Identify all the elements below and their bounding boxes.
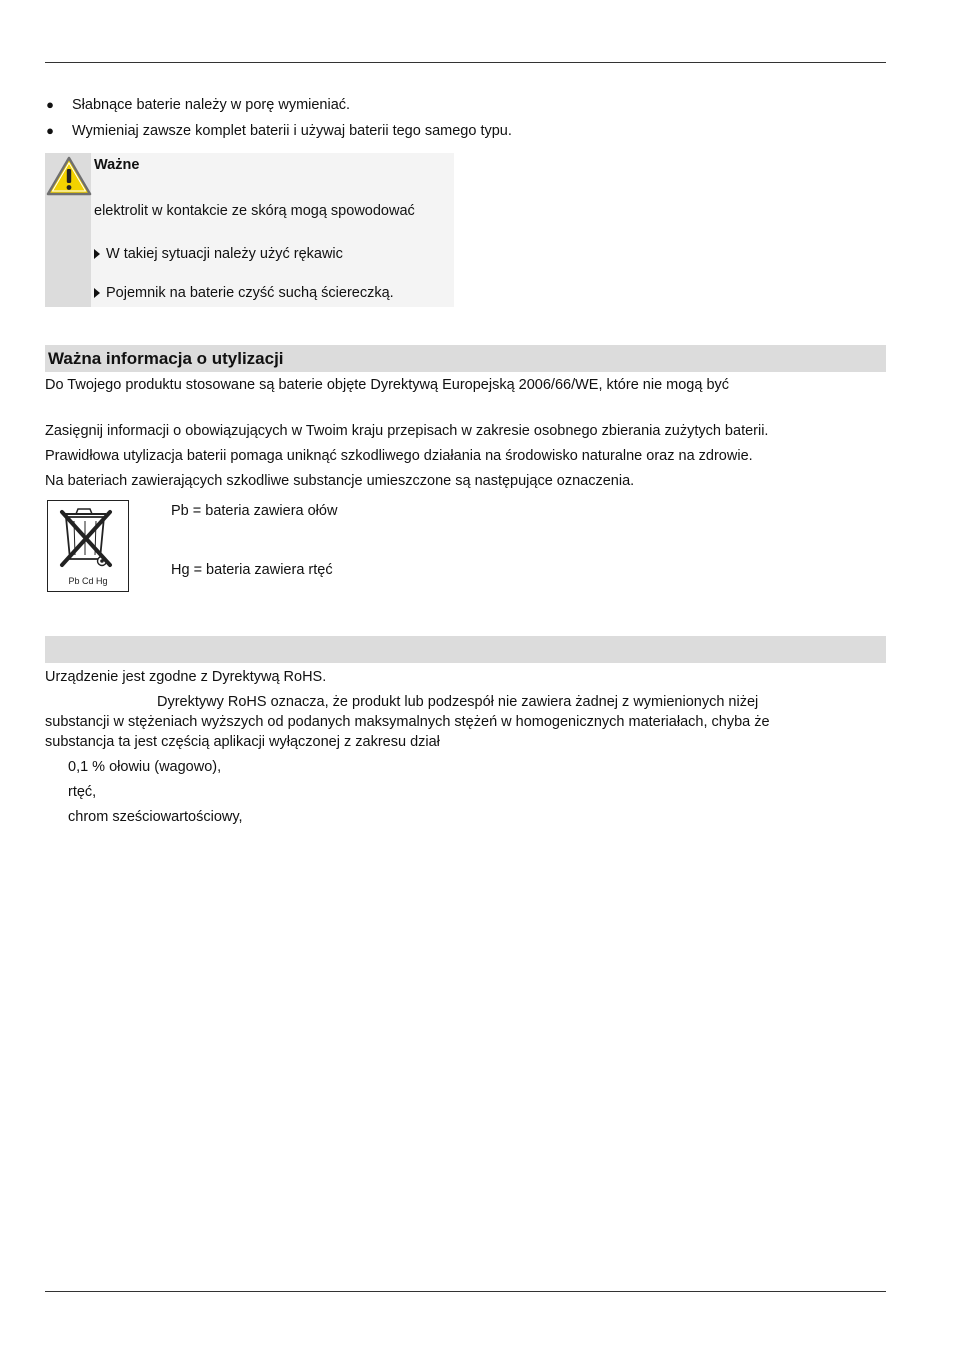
- list-item: chrom sześciowartościowy,: [68, 809, 243, 825]
- important-notice-box: [45, 153, 454, 307]
- warning-triangle-icon: [46, 155, 92, 197]
- footer-rule: [45, 1291, 886, 1292]
- bullet-icon: ●: [46, 97, 54, 112]
- notice-title: Ważne: [94, 157, 140, 173]
- notice-step-text: Pojemnik na baterie czyść suchą ściereczką.: [106, 285, 394, 301]
- bullet-icon: ●: [46, 123, 54, 138]
- list-item-text: Słabnące baterie należy w porę wymieniać.: [72, 97, 351, 113]
- list-item-text: Wymieniaj zawsze komplet baterii i używaj baterii tego samego typu.: [72, 123, 512, 139]
- disposal-paragraph: Zasięgnij informacji o obowiązujących w Twoim kraju przepisach w zakresie osobnego zbierania zużytych baterii.: [45, 423, 769, 439]
- disposal-section-header: [45, 345, 886, 372]
- mercury-marking-text: Hg = bateria zawiera rtęć: [171, 562, 333, 578]
- arrow-right-icon: [94, 288, 100, 298]
- battery-disposal-symbol: [47, 500, 129, 592]
- battery-tips-list: [45, 96, 886, 148]
- notice-step: [92, 285, 394, 301]
- list-item: rtęć,: [68, 784, 97, 800]
- rohs-paragraph: Urządzenie jest zgodne z Dyrektywą RoHS.: [45, 669, 327, 685]
- notice-text: elektrolit w kontakcie ze skórą mogą spowodować: [94, 203, 415, 219]
- crossed-out-wheelie-bin-icon: [48, 501, 128, 577]
- rohs-paragraph: substancja ta jest częścią aplikacji wyłączonej z zakresu dział: [45, 734, 440, 750]
- disposal-paragraph: Na bateriach zawierających szkodliwe substancje umieszczone są następujące oznaczenia.: [45, 473, 635, 489]
- rohs-section-header: [45, 636, 886, 663]
- section-heading: Ważna informacja o utylizacji: [48, 349, 284, 368]
- rohs-paragraph: substancji w stężeniach wyższych od podanych maksymalnych stężeń w homogenicznych materiałach, chyba że: [45, 714, 770, 730]
- rohs-paragraph: Dyrektywy RoHS oznacza, że produkt lub podzespół nie zawiera żadnej z wymienionych niżej: [157, 694, 759, 710]
- list-item: [45, 96, 886, 122]
- lead-marking-text: Pb = bateria zawiera ołów: [171, 503, 338, 519]
- notice-step: [92, 246, 343, 262]
- list-item: [45, 122, 886, 148]
- disposal-paragraph: Do Twojego produktu stosowane są baterie objęte Dyrektywą Europejską 2006/66/WE, które nie mogą być: [45, 377, 730, 393]
- disposal-paragraph: Prawidłowa utylizacja baterii pomaga uniknąć szkodliwego działania na środowisko naturalne oraz na zdrowie.: [45, 448, 753, 464]
- bin-symbol-label: Pb Cd Hg: [68, 576, 108, 586]
- header-rule: [45, 62, 886, 63]
- notice-step-text: W takiej sytuacji należy użyć rękawic: [106, 246, 343, 262]
- arrow-right-icon: [94, 249, 100, 259]
- list-item: 0,1 % ołowiu (wagowo),: [68, 759, 222, 775]
